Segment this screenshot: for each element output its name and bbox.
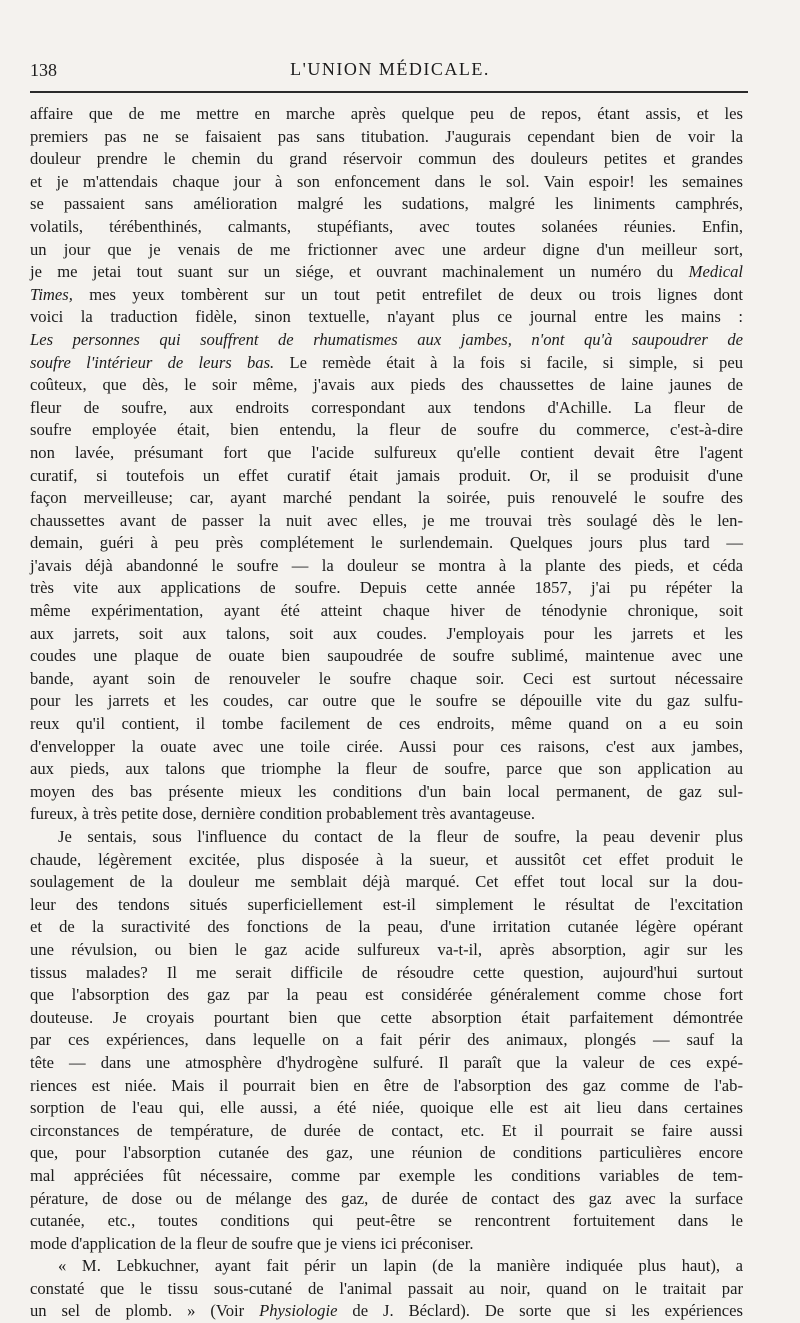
text-line: douteuse. Je croyais pourtant bien que cette absorption était parfaitement démontrée: [30, 1007, 743, 1027]
text-line-italic: Les personnes qui souffrent de rhumatismes aux jambes, n'ont qu'à saupoudrer de: [30, 329, 743, 349]
text-line: constaté que le tissu sous-cutané de l'animal passait au noir, quand on le traitait par: [30, 1278, 743, 1298]
text-line: reux qu'il contient, il tombe facilement de ces endroits, même quand on a eu soin: [30, 714, 743, 734]
text-line: et je m'attendais chaque jour à son enfoncement dans le sol. Vain espoir! les semaines: [30, 171, 743, 191]
text-line: premiers pas ne se faisaient pas sans titubation. J'augurais cependant bien de voir la: [30, 126, 743, 146]
text-line: Times, mes yeux tombèrent sur un tout petit entrefilet de deux ou trois lignes dont: [30, 284, 743, 304]
text-line: coûteux, que dès, le soir même, j'avais aux pieds des chaussettes de laine jaunes de: [30, 375, 743, 395]
text-line: circonstances de température, de durée de contact, etc. Et il pourrait se faire aussi: [30, 1120, 743, 1140]
text-line: tête — dans une atmosphère d'hydrogène sulfuré. Il paraît que la valeur de ces expé-: [30, 1052, 743, 1072]
text-line: même expérimentation, ayant été atteint chaque hiver de ténodynie chronique, soit: [30, 601, 743, 621]
text-line: fleur de soufre, aux endroits correspondant aux tendons d'Achille. La fleur de: [30, 397, 743, 417]
text-line: volatils, térébenthinés, calmants, stupéfiants, avec toutes solanées réunies. Enfin,: [30, 216, 743, 236]
text-line: leur des tendons situés superficiellement est-il simplement le résultat de l'excitation: [30, 894, 743, 914]
text-line: « M. Lebkuchner, ayant fait périr un lapin (de la manière indiquée plus haut), a: [58, 1256, 743, 1276]
text-line: une révulsion, ou bien le gaz acide sulfureux va-t-il, après absorption, agir sur les: [30, 939, 743, 959]
text-line: un sel de plomb. » (Voir Physiologie de J. Béclard). De sorte que si les expériences: [30, 1301, 743, 1321]
text-line: d'envelopper la ouate avec une toile cirée. Aussi pour ces raisons, c'est aux jambes,: [30, 736, 743, 756]
text-line: mal appréciées fût nécessaire, comme par exemple les conditions variables de tem-: [30, 1165, 743, 1185]
text-line: aux pieds, aux talons que triomphe la fleur de soufre, parce que son application au: [30, 759, 743, 779]
text-line: tissus malades? Il me serait difficile de résoudre cette question, aujourd'hui surtout: [30, 962, 743, 982]
text-line: que, pour l'absorption cutanée des gaz, une réunion de conditions particulières encore: [30, 1143, 743, 1163]
text-line: mode d'application de la fleur de soufre que je viens ici préconiser.: [30, 1233, 474, 1253]
text-line: j'avais déjà abandonné le soufre — la douleur se montra à la plante des pieds, et céda: [30, 555, 743, 575]
page-number: 138: [30, 60, 57, 80]
text-line: un jour que je venais de me frictionner avec une ardeur digne d'un meilleur sort,: [30, 239, 743, 259]
text-line: coudes une plaque de ouate bien saupoudrée de soufre sublimé, maintenue avec une: [30, 646, 743, 666]
text-line: très vite aux applications de soufre. Depuis cette année 1857, j'ai pu répéter la: [30, 578, 743, 598]
page-header: [30, 54, 750, 86]
text-line: bande, ayant soin de renouveler le soufre chaque soir. Ceci est surtout nécessaire: [30, 668, 743, 688]
text-line: riences est niée. Mais il pourrait bien en être de l'absorption des gaz comme de l'ab-: [30, 1075, 743, 1095]
text-line: curatif, si toutefois un effet curatif était jamais produit. Or, il se produisit d'une: [30, 465, 743, 485]
text-line: douleur prendre le chemin du grand réservoir commun des douleurs petites et grandes: [30, 149, 743, 169]
text-line: par ces expériences, dans lequelle on a fait périr des animaux, plongés — sauf la: [30, 1030, 743, 1050]
text-line: sorption de l'eau qui, elle aussi, a été niée, quoique elle est ait lieu dans certaines: [30, 1098, 743, 1118]
text-line: et de la suractivité des fonctions de la peau, d'une irritation cutanée légère opérant: [30, 917, 743, 937]
text-line: aux jarrets, soit aux talons, soit aux coudes. J'employais pour les jarrets et les: [30, 623, 743, 643]
text-line: Je sentais, sous l'influence du contact de la fleur de soufre, la peau devenir plus: [58, 827, 743, 846]
text-line: façon merveilleuse; car, ayant marché pendant la soirée, puis renouvelé le soufre des: [30, 488, 743, 508]
text-line: pérature, de dose ou de mélange des gaz, de durée de contact des gaz avec la surface: [30, 1188, 743, 1208]
text-line: pour les jarrets et les coudes, car outre que le soufre se dépouille vite du gaz sulfu-: [30, 691, 743, 711]
text-line: chaussettes avant de passer la nuit avec elles, je me trouvai très soulagé dès le len-: [30, 510, 743, 530]
text-line: se passaient sans amélioration malgré les sudations, malgré les liniments camphrés,: [30, 194, 743, 214]
text-line: demain, guéri à peu près complétement le surlendemain. Quelques jours plus tard —: [30, 533, 743, 553]
text-line: non lavée, présumant fort que l'acide sulfureux qu'elle contient devait être l'agent: [30, 442, 743, 462]
text-line: soufre l'intérieur de leurs bas. Le remède était à la fois si facile, si simple, si peu: [30, 352, 743, 372]
running-title: L'UNION MÉDICALE.: [290, 59, 490, 79]
text-line: moyen des bas présente mieux les conditions d'un bain local permanent, de gaz sul-: [30, 781, 743, 801]
header-rule: [30, 91, 748, 93]
text-line: je me jetai tout suant sur un siége, et ouvrant machinalement un numéro du Medical: [30, 262, 743, 282]
body-text: [30, 103, 743, 1323]
text-line: soulagement de la douleur me semblait déjà marqué. Cet effet tout local sur la dou-: [30, 872, 743, 892]
text-line: chaude, légèrement excitée, plus disposée à la sueur, et aussitôt cet effet produit le: [30, 849, 743, 869]
text-line: soufre employée était, bien entendu, la fleur de soufre du commerce, c'est-à-dire: [30, 420, 743, 440]
text-line: fureux, à très petite dose, dernière condition probablement très avantageuse.: [30, 804, 535, 824]
text-line: que l'absorption des gaz par la peau est considérée généralement comme chose fort: [30, 985, 743, 1005]
text-line: affaire que de me mettre en marche après quelque peu de repos, étant assis, et les: [30, 104, 743, 123]
text-line: cutanée, etc., toutes conditions qui peut-être se rencontrent fortuitement dans le: [30, 1211, 743, 1231]
text-line: voici la traduction fidèle, sinon textuelle, n'ayant plus ce journal entre les mains :: [30, 307, 743, 327]
